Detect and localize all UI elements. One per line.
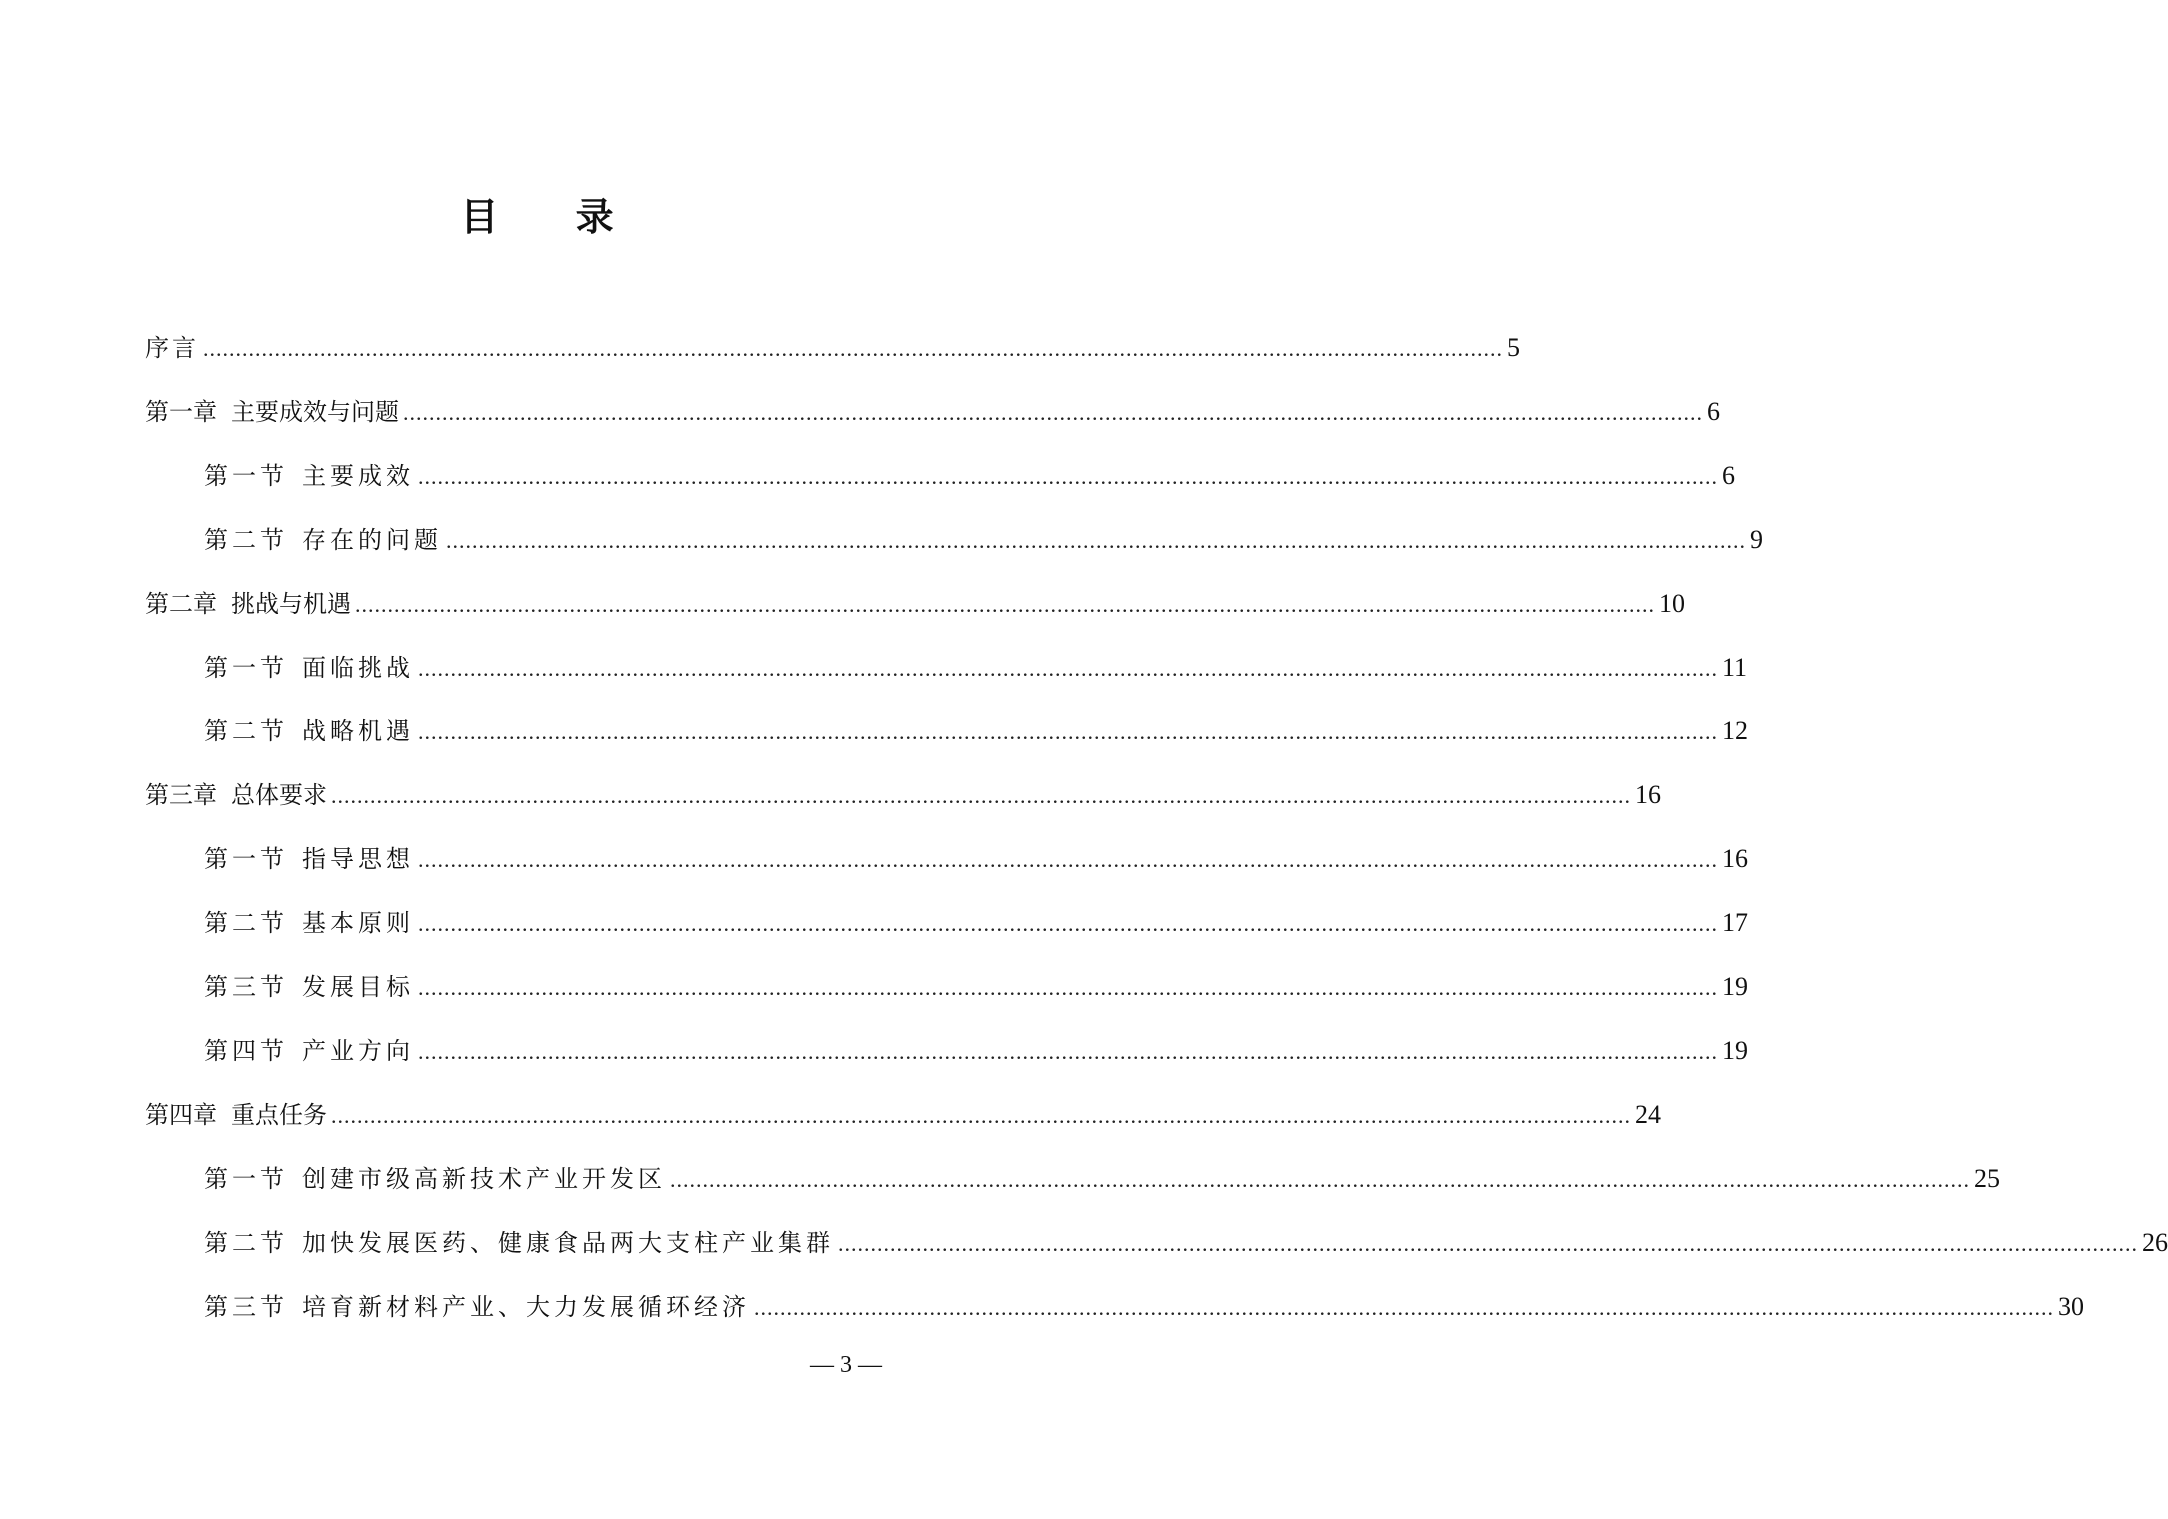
toc-entry[interactable] (145, 328, 1520, 368)
document-title: 目 录 (460, 195, 646, 239)
toc-entry-number: 第二节 (204, 526, 288, 554)
toc-entry-label (204, 1159, 666, 1199)
toc-entry-title: 主要成效与问题 (231, 398, 399, 426)
toc-entry-number: 第三节 (204, 973, 288, 1001)
toc-dot-leader: ........................................................................................................................................................................................................ (418, 1039, 1718, 1064)
toc-page-number: 6 (1707, 397, 1720, 426)
toc-dot-leader: ........................................................................................................................................................................................................ (418, 975, 1718, 1000)
toc-page-number: 30 (2058, 1292, 2084, 1321)
toc-entry-label (204, 1223, 834, 1263)
toc-entry-label (145, 392, 399, 432)
toc-entry-number: 第三章 (145, 781, 217, 809)
toc-entry-number: 第一节 (204, 654, 288, 682)
toc-section-entry[interactable] (204, 648, 1748, 688)
toc-entry-label (204, 839, 414, 879)
toc-entry-title: 存在的问题 (302, 526, 442, 554)
toc-entry-number: 第一节 (204, 845, 288, 873)
toc-section-entry[interactable] (204, 1031, 1748, 1071)
toc-entry-number: 第二节 (204, 1229, 288, 1257)
toc-entry-label (204, 1287, 750, 1327)
toc-page-number: 19 (1722, 1036, 1748, 1065)
toc-section-entry[interactable] (204, 903, 1748, 943)
toc-dot-leader: ........................................................................................................................................................................................................ (418, 464, 1718, 489)
toc-entry-number: 第一章 (145, 398, 217, 426)
toc-entry-title: 面临挑战 (302, 654, 414, 682)
toc-dot-leader: ........................................................................................................................................................................................................ (418, 911, 1718, 936)
toc-section-entry[interactable] (204, 1287, 2084, 1327)
toc-page-number: 25 (1974, 1164, 2000, 1193)
toc-entry-title: 创建市级高新技术产业开发区 (302, 1165, 666, 1193)
toc-entry-label (204, 520, 442, 560)
toc-page-number: 16 (1722, 844, 1748, 873)
toc-entry-number: 第四节 (204, 1037, 288, 1065)
toc-dot-leader: ........................................................................................................................................................................................................ (418, 656, 1718, 681)
toc-dot-leader: ........................................................................................................................................................................................................ (418, 719, 1718, 744)
toc-page-number: 19 (1722, 972, 1748, 1001)
toc-entry-label (145, 775, 327, 815)
toc-entry-title: 指导思想 (302, 845, 414, 873)
toc-entry-title: 总体要求 (231, 781, 327, 809)
toc-page-number: 6 (1722, 461, 1735, 490)
toc-section-entry[interactable] (204, 839, 1748, 879)
toc-dot-leader: ........................................................................................................................................................................................................ (754, 1295, 2054, 1320)
toc-dot-leader: ........................................................................................................................................................................................................ (355, 592, 1655, 617)
toc-section-entry[interactable] (204, 711, 1748, 751)
toc-chapter-entry[interactable] (145, 392, 1720, 432)
toc-dot-leader: ........................................................................................................................................................................................................ (838, 1231, 2138, 1256)
toc-entry-number: 第二节 (204, 717, 288, 745)
toc-page-number: 17 (1722, 908, 1748, 937)
toc-entry-label (204, 456, 414, 496)
toc-chapter-entry[interactable] (145, 775, 1661, 815)
toc-entry-label (204, 903, 414, 943)
toc-dot-leader: ........................................................................................................................................................................................................ (418, 847, 1718, 872)
toc-page-number: 24 (1635, 1100, 1661, 1129)
toc-section-entry[interactable] (204, 1223, 2168, 1263)
toc-dot-leader: ........................................................................................................................................................................................................ (670, 1167, 1970, 1192)
toc-entry-label (204, 1031, 414, 1071)
toc-entry-label (204, 967, 414, 1007)
toc-dot-leader: ........................................................................................................................................................................................................ (446, 528, 1746, 553)
toc-entry-label (145, 328, 199, 368)
toc-page-number: 16 (1635, 780, 1661, 809)
page-number-footer: — 3 — (810, 1352, 882, 1378)
toc-entry-number: 第四章 (145, 1101, 217, 1129)
toc-entry-number: 第三节 (204, 1293, 288, 1321)
toc-section-entry[interactable] (204, 520, 1763, 560)
toc-chapter-entry[interactable] (145, 584, 1685, 624)
toc-entry-title: 发展目标 (302, 973, 414, 1001)
toc-entry-title: 基本原则 (302, 909, 414, 937)
toc-entry-label (204, 711, 414, 751)
toc-dot-leader: ........................................................................................................................................................................................................ (331, 1103, 1631, 1128)
toc-page-number: 10 (1659, 589, 1685, 618)
toc-entry-label (204, 648, 414, 688)
toc-page-number: 26 (2142, 1228, 2168, 1257)
toc-section-entry[interactable] (204, 967, 1748, 1007)
toc-chapter-entry[interactable] (145, 1095, 1661, 1135)
toc-entry-number: 第二章 (145, 590, 217, 618)
toc-entry-title: 战略机遇 (302, 717, 414, 745)
toc-entry-label (145, 584, 351, 624)
toc-entry-label (145, 1095, 327, 1135)
toc-section-entry[interactable] (204, 1159, 2000, 1199)
toc-dot-leader: ........................................................................................................................................................................................................ (203, 336, 1503, 361)
toc-entry-title: 序言 (145, 334, 199, 362)
toc-page-number: 9 (1750, 525, 1763, 554)
toc-entry-number: 第一节 (204, 1165, 288, 1193)
toc-page-number: 12 (1722, 716, 1748, 745)
toc-entry-title: 挑战与机遇 (231, 590, 351, 618)
toc-entry-title: 培育新材料产业、大力发展循环经济 (302, 1293, 750, 1321)
toc-entry-number: 第一节 (204, 462, 288, 490)
toc-entry-title: 产业方向 (302, 1037, 414, 1065)
toc-page-number: 5 (1507, 333, 1520, 362)
toc-entry-number: 第二节 (204, 909, 288, 937)
toc-entry-title: 加快发展医药、健康食品两大支柱产业集群 (302, 1229, 834, 1257)
toc-entry-title: 主要成效 (302, 462, 414, 490)
toc-dot-leader: ........................................................................................................................................................................................................ (403, 400, 1703, 425)
toc-entry-title: 重点任务 (231, 1101, 327, 1129)
toc-dot-leader: ........................................................................................................................................................................................................ (331, 783, 1631, 808)
toc-section-entry[interactable] (204, 456, 1735, 496)
toc-page-number: 11 (1722, 653, 1748, 682)
